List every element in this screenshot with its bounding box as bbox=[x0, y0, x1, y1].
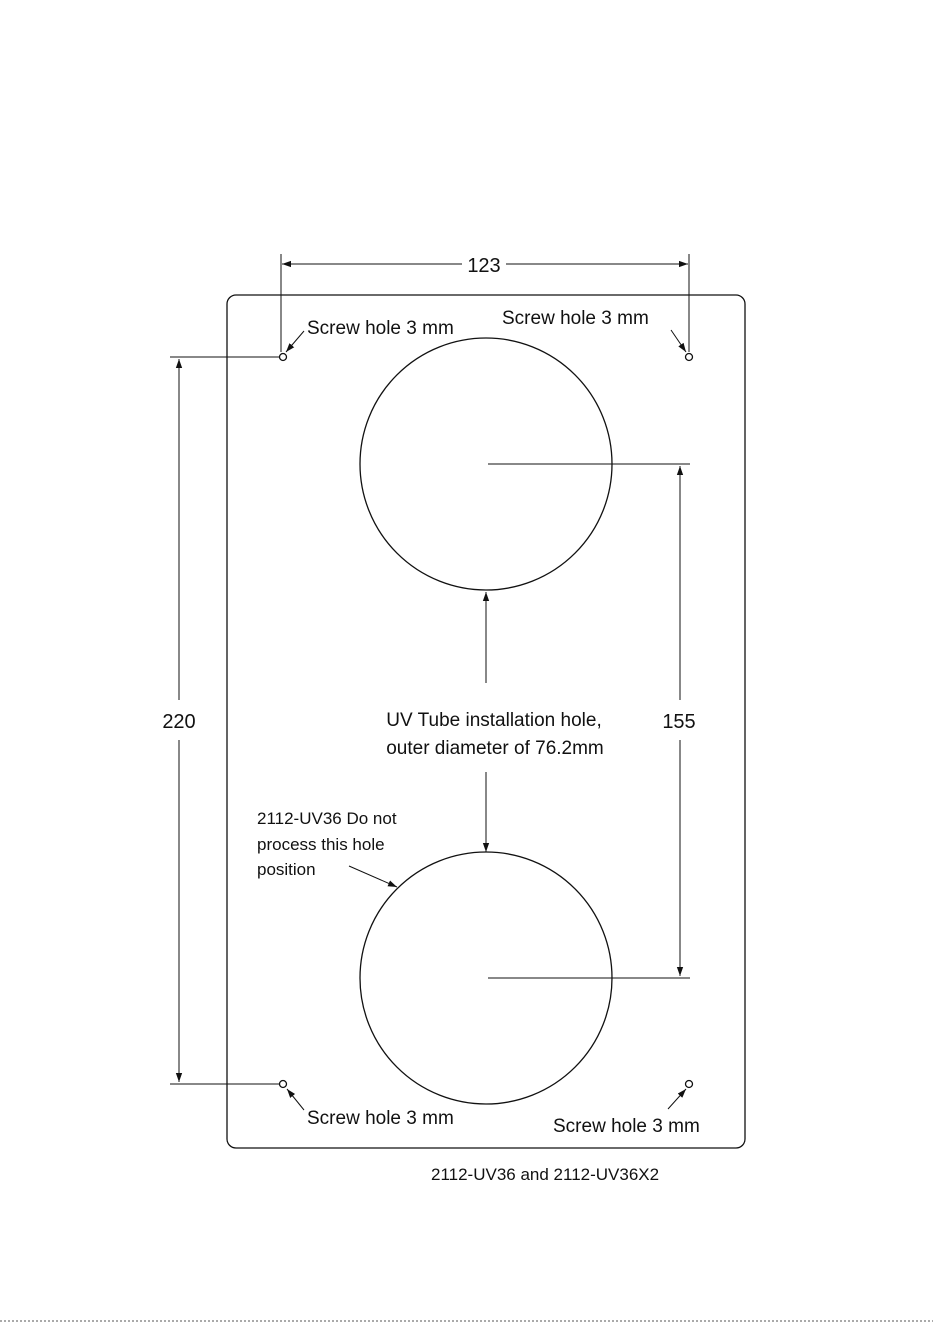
screw-label-bottom-right: Screw hole 3 mm bbox=[553, 1116, 700, 1137]
skip-hole-note-line1: 2112-UV36 Do not bbox=[257, 809, 397, 828]
drawing-caption: 2112-UV36 and 2112-UV36X2 bbox=[431, 1165, 660, 1184]
height-dimension-label: 220 bbox=[162, 711, 196, 733]
center-dimension-label: 155 bbox=[662, 711, 696, 733]
screw-label-top-left: Screw hole 3 mm bbox=[307, 318, 454, 339]
screw-hole-bottom-right bbox=[686, 1081, 693, 1088]
skip-hole-leader bbox=[349, 866, 397, 887]
screw-hole-top-right bbox=[686, 354, 693, 361]
screw-leader-bottom-right bbox=[668, 1089, 686, 1109]
skip-hole-note-line2: process this hole bbox=[257, 835, 385, 854]
tube-hole-note-line1: UV Tube installation hole, bbox=[386, 710, 602, 731]
screw-leader-top-right bbox=[671, 330, 686, 352]
tube-hole-note-line2: outer diameter of 76.2mm bbox=[386, 738, 604, 759]
width-dimension-label: 123 bbox=[467, 255, 501, 277]
screw-leader-top-left bbox=[286, 331, 304, 352]
skip-hole-note-line3: position bbox=[257, 860, 316, 879]
screw-hole-bottom-left bbox=[280, 1081, 287, 1088]
screw-leader-bottom-left bbox=[287, 1089, 304, 1110]
screw-label-bottom-left: Screw hole 3 mm bbox=[307, 1108, 454, 1129]
screw-hole-top-left bbox=[280, 354, 287, 361]
screw-label-top-right: Screw hole 3 mm bbox=[502, 308, 649, 329]
